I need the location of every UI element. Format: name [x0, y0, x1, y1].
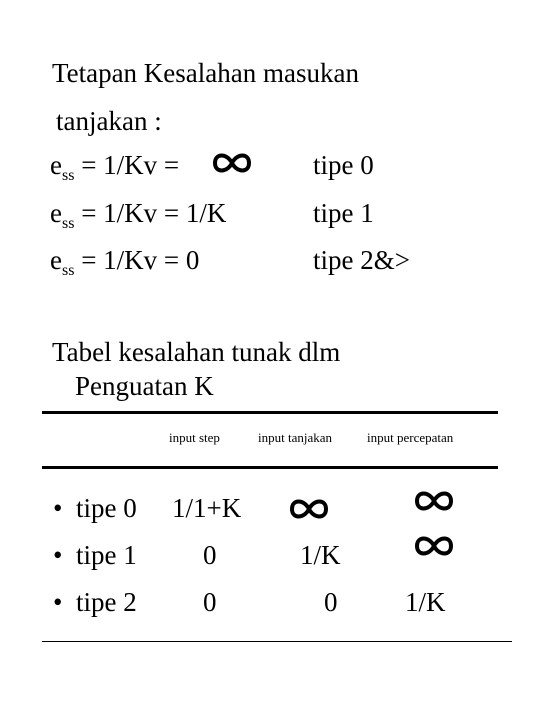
equation-expression: = 1/Kv = 1/K: [81, 198, 227, 228]
infinity-icon: [287, 496, 331, 522]
infinity-icon: [210, 150, 254, 176]
row-step-value: 1/1+K: [172, 493, 242, 523]
row-step-value: 0: [203, 587, 217, 617]
error-symbol: e: [50, 150, 62, 180]
row-step-value: 0: [203, 540, 217, 570]
table-bottom-rule: [42, 641, 512, 642]
error-subscript: ss: [61, 215, 75, 232]
table-title-line-2: Penguatan K: [75, 371, 214, 401]
heading-line-2: tanjakan :: [56, 106, 162, 136]
row-type: tipe 1: [76, 540, 137, 570]
table-top-rule: [42, 411, 498, 414]
error-symbol: e: [50, 245, 62, 275]
infinity-icon: [412, 488, 456, 514]
type-label-1: tipe 0: [313, 150, 374, 180]
equation-row-3: [50, 244, 200, 279]
header-input-step: input step: [169, 430, 220, 445]
heading-line-1: Tetapan Kesalahan masukan: [52, 58, 359, 88]
equation-row-2: [50, 197, 227, 232]
error-subscript: ss: [61, 262, 75, 279]
equation-expression: = 1/Kv =: [81, 150, 180, 180]
table-title-line-1: Tabel kesalahan tunak dlm: [52, 337, 341, 367]
row-bullet: •: [53, 587, 63, 617]
row-type: tipe 0: [76, 493, 137, 523]
row-bullet: •: [53, 493, 63, 523]
type-label-3: tipe 2&>: [313, 245, 410, 275]
row-ramp-value: 1/K: [300, 540, 341, 570]
infinity-icon: [412, 533, 456, 559]
equation-expression: = 1/Kv = 0: [81, 245, 200, 275]
row-type: tipe 2: [76, 587, 137, 617]
error-subscript: ss: [61, 167, 75, 184]
row-bullet: •: [53, 540, 63, 570]
table-header-rule: [42, 466, 498, 469]
error-symbol: e: [50, 198, 62, 228]
row-accel-value: 1/K: [405, 587, 446, 617]
header-input-percepatan: input percepatan: [367, 430, 454, 445]
header-input-tanjakan: input tanjakan: [258, 430, 333, 445]
equation-row-1: [50, 149, 180, 184]
type-label-2: tipe 1: [313, 198, 374, 228]
row-ramp-value: 0: [324, 587, 338, 617]
